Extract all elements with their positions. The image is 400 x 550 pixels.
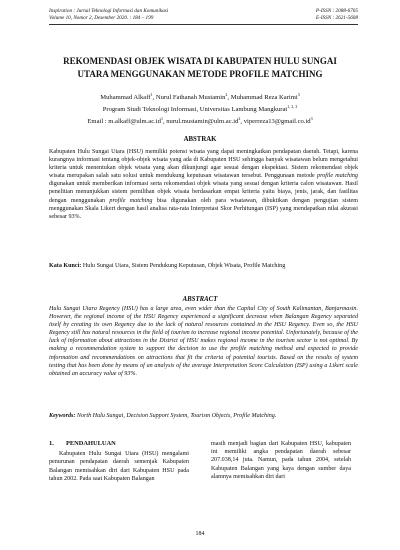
paper-title	[40, 55, 360, 80]
journal-name: Inspiration : Jurnal Teknologi Informasi dan Komunikasi	[49, 8, 169, 14]
title-line-2: UTARA MENGGUNAKAN METODE PROFILE MATCHING	[77, 68, 323, 79]
page-number: 184	[195, 531, 205, 537]
body-column-right	[211, 440, 351, 481]
body-column-left	[49, 440, 189, 483]
author-names: Muhammad Alkaff$^1$, Nurul Fathanah Mustamin$^2$, Muhammad Reza Karimi$^3$	[100, 92, 300, 102]
author-affiliation: Program Studi Teknologi Informasi, Universitas Lambung Mangkurat$^{1, 2, 3}$	[102, 103, 298, 113]
electronic-issn: E-ISSN : 2621-5608	[315, 15, 358, 21]
running-header	[49, 8, 358, 25]
author-emails: Email : $m.alkaff@ulm.ac.id^1$, $nurul.mustamin@ulm.ac.id^2$, $viperreza13@gmail.co.id^3$	[87, 115, 313, 125]
kata-kunci: Kata Kunci: Hulu Sungai Utara, Sistem Pendukung Keputusan, Objek Wisata, Profile Matching	[49, 263, 286, 269]
abstrak-heading: ABSTRAK	[183, 136, 217, 143]
abstract-body: Hulu Sungai Utara Regency (HSU) has a large area, even wider than the Capital City of South Kalimantan, Banjarmasin. However, the regional income of the HSU Regency experienced a significant decrease when Balangan Regency separated itself by creating its own Regency due to the lack of natural resources contained in the HSU Regency. Even so, the HSU Regency still has natural resources in the field of tourism to increase regional income potential. Unfortunately, because of the lack of information about attractions in the District of HSU makes regional income in the tourism sector is not optimal. By making a recommendation system to support the decision to use the profile matching method and expected to provide information and recommendations on attractions that fit the criteria of potential tourists. Based on the results of system testing that has been done by means of an analysis of the average Interpretation Score Calculation (ISP) using a Likert scale obtained an accuracy value of 93%.	[49, 306, 358, 377]
author-block	[40, 91, 360, 126]
title-line-1: REKOMENDASI OBJEK WISATA DI KABUPATEN HULU SUNGAI	[63, 56, 337, 66]
volume-info: Volume 10, Nomor 2, Desember 2020. : 184 – 199	[49, 15, 154, 21]
header-rule	[49, 24, 358, 25]
keywords: Keywords: North Hulu Sungai, Decision Support System, Tourism Objects, Profile Matching.	[49, 413, 277, 419]
print-issn: P-ISSN : 2088-6705	[315, 8, 358, 14]
abstrak-body: Kabupaten Hulu Sungai Utara (HSU) memiliki potensi wisata yang dapat meningkatkan pendapatan daerah. Tetapi, karena kurangnya informasi tentang objek-objek wisata yang ada di Kabupaten HSU sehingga banyak wisatawan belum mengetahui kriteria untuk menentukan objek wisata yang akan dikunjungi agar sesuai dengan ekspektasi. Sistem rekomendasi objek wisata merupakan salah satu solusi untuk mendukung keputusan wisatawan tersebut. Penggunaan metode profile matching digunakan untuk memberikan informasi serta rekomendasi objek wisata yang sesuai dengan kriteria calon wisatawan. Hasil penelitian menunjukkan sistem pemilihan objek wisata berdasarkan empat kriteria yaitu biaya, jenis, jarak, dan fasilitas dengan menggunakan profile matching bisa digunakan oleh para wisatawan, dibuktikan dengan pengujian sistem menggunakan Skala Likert dengan hasil analisa rata-rata Interpretasi Skor Perhitungan (ISP) yang mendapatkan nilai akurasi sebesar 93%.	[49, 149, 358, 220]
intro-paragraph-left: Kabupaten Hulu Sungai Utara (HSU) mengalami penurunan pendapatan daerah semenjak Kabupaten Balangan memisahkan diri dari Kabupaten HSU pada tahun 2002. Pada saat Kabupaten Balangan	[49, 451, 189, 482]
intro-paragraph-right: masih menjadi bagian dari Kabupaten HSU, kabupaten ini memiliki angka pendapatan daerah sebesar 207.038,14 juta. Namun, pada tahun 2004, setelah Kabupaten Balangan yang kaya dengan sumber daya alamnya memisahkan diri dari	[211, 441, 351, 480]
section-heading: 1. PENDAHULUAN	[49, 440, 116, 447]
abstract-heading: ABSTRACT	[182, 296, 218, 303]
